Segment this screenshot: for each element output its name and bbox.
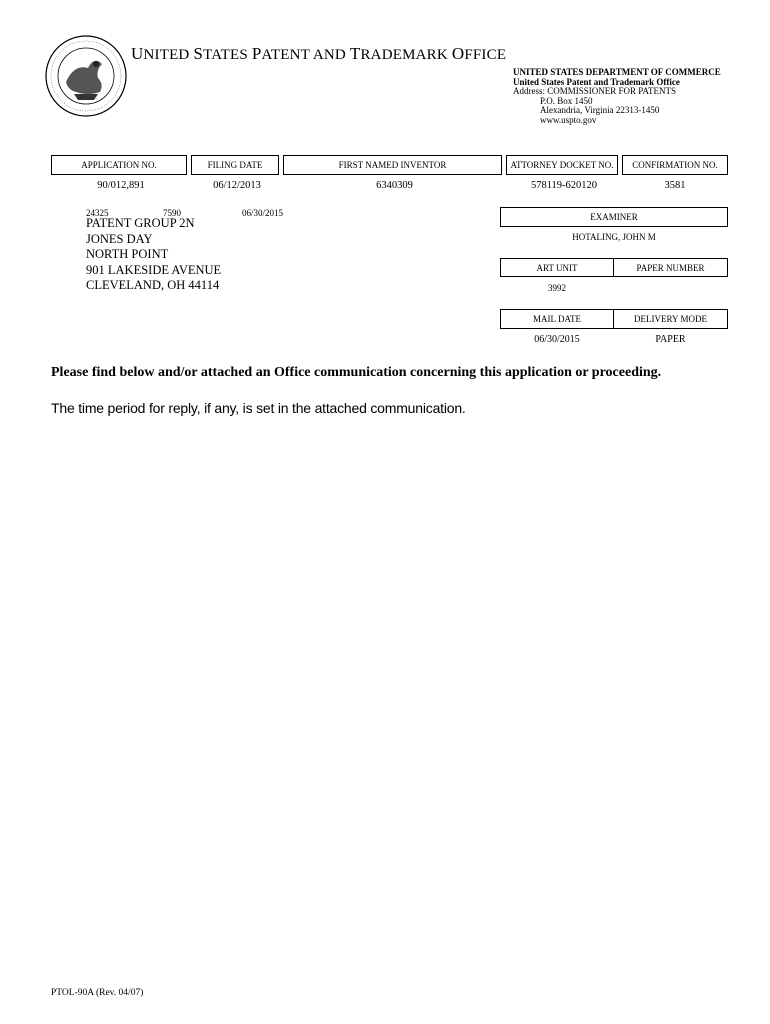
first-named-inventor-header: FIRST NAMED INVENTOR [283,155,502,175]
website-link[interactable]: www.uspto.gov [540,114,597,125]
address-line: PATENT GROUP 2N [86,216,195,230]
examiner-name: HOTALING, JOHN M [572,232,656,242]
art-unit-header: ART UNIT [500,258,614,277]
attorney-docket-value: 578119-620120 [530,180,598,191]
address-line: CLEVELAND, OH 44114 [86,278,220,292]
department-name: UNITED STATES DEPARTMENT OF COMMERCE [513,67,721,77]
correspondence-address [86,216,221,294]
first-named-inventor-value: 6340309 [376,180,413,191]
address-label: Address: [513,86,545,96]
city-line: Alexandria, Virginia 22313-1450 [540,105,660,115]
confirmation-no-header: CONFIRMATION NO. [622,155,728,175]
form-identifier: PTOL-90A (Rev. 04/07) [51,988,144,998]
mail-date-value: 06/30/2015 [534,334,580,345]
examiner-header: EXAMINER [500,207,728,227]
address-line: Address: COMMISSIONER FOR PATENTS [513,86,676,96]
address-line: JONES DAY [86,231,153,246]
customer-number: 24325 [86,208,109,218]
department-of-commerce-seal-icon [44,34,128,118]
correspondence-date: 06/30/2015 [242,208,284,218]
filing-date-value: 06/12/2013 [213,180,261,191]
delivery-mode-value: PAPER [655,334,686,345]
office-name: United States Patent and Trademark Office [513,76,680,87]
address-line: NORTH POINT [86,247,169,261]
paper-number-header: PAPER NUMBER [613,258,728,277]
department-address-block [513,68,721,125]
po-box: P.O. Box 1450 [540,95,593,106]
biblio-header-row [51,155,728,175]
art-unit-value: 3992 [548,283,566,293]
filing-date-header: FILING DATE [191,155,279,175]
application-no-value: 90/012,891 [97,180,145,191]
reply-period-notice: The time period for reply, if any, is set in the attached communication. [51,400,466,416]
attorney-docket-header: ATTORNEY DOCKET NO. [506,155,618,175]
mail-date-header: MAIL DATE [500,309,614,329]
office-title: UNITED STATES PATENT AND TRADEMARK OFFICE [131,44,507,63]
confirmation-no-value: 3581 [664,180,686,191]
address-line: 901 LAKESIDE AVENUE [86,262,222,277]
application-no-header: APPLICATION NO. [51,155,187,175]
biblio-value-row [51,180,728,191]
delivery-mode-header: DELIVERY MODE [613,309,728,329]
correspondence-code: 7590 [163,208,181,218]
office-communication-notice: Please find below and/or attached an Office communication concerning this application or proceeding. [51,365,662,380]
